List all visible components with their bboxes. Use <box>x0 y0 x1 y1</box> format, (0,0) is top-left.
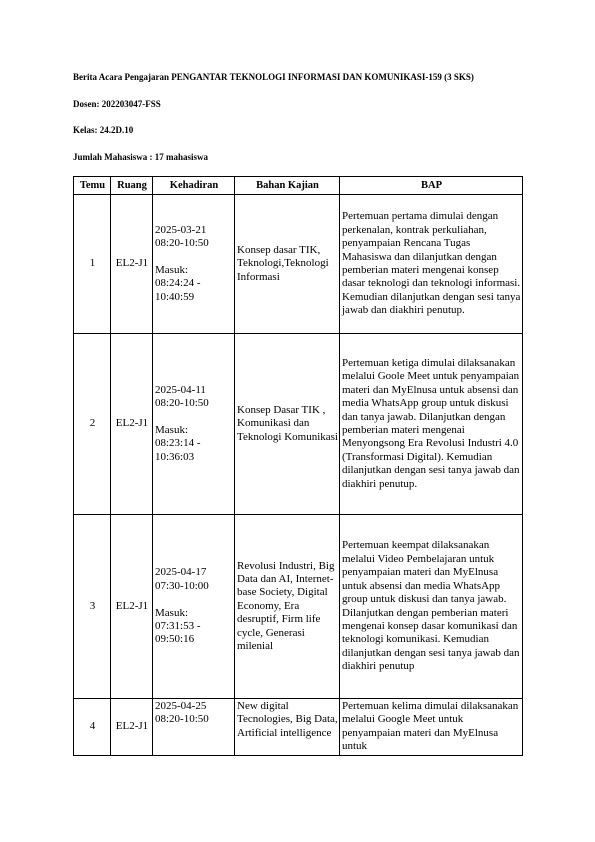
bap-table <box>73 176 523 756</box>
cell-bap: Pertemuan keempat dilaksanakan melalui Video Pembelajaran untuk penyampaian materi dan MyElnusa untuk absensi dan media WhatsApp group untuk diskusi dan tanya jawab. Dilanjutkan dengan pemberian materi mengenai konsep dasar komunikasi dan teknologi komunikasi. Kemudian dilanjutkan dengan sesi tanya jawab dan diakhiri penutup <box>340 515 523 699</box>
table-row <box>74 699 523 756</box>
cell-ruang: EL2-J1 <box>111 515 153 699</box>
jumlah-mahasiswa-line: Jumlah Mahasiswa : 17 mahasiswa <box>73 152 209 162</box>
table-row <box>74 515 523 699</box>
table-row <box>74 195 523 334</box>
table-row <box>74 334 523 515</box>
cell-temu: 4 <box>74 699 111 756</box>
cell-ruang: EL2-J1 <box>111 334 153 515</box>
cell-temu: 2 <box>74 334 111 515</box>
header-bap: BAP <box>340 177 523 195</box>
dosen-line: Dosen: 202203047-FSS <box>73 99 161 109</box>
cell-ruang: EL2-J1 <box>111 699 153 756</box>
table-header-row <box>74 177 523 195</box>
cell-temu: 1 <box>74 195 111 334</box>
header-kehadiran: Kehadiran <box>153 177 235 195</box>
header-bahan-kajian: Bahan Kajian <box>235 177 340 195</box>
cell-bahan-kajian: Revolusi Industri, Big Data dan AI, Internet-base Society, Digital Economy, Era desruptif, Firm life cycle, Generasi milenial <box>235 515 340 699</box>
cell-bahan-kajian: Konsep dasar TIK, Teknologi,Teknologi Informasi <box>235 195 340 334</box>
cell-bahan-kajian: New digital Tecnologies, Big Data, Artificial intelligence <box>235 699 340 756</box>
cell-bap: Pertemuan kelima dimulai dilaksanakan melalui Google Meet untuk penyampaian materi dan MyElnusa untuk <box>340 699 523 756</box>
cell-bahan-kajian: Konsep Dasar TIK , Komunikasi dan Teknologi Komunikasi <box>235 334 340 515</box>
cell-bap: Pertemuan ketiga dimulai dilaksanakan melalui Goole Meet untuk penyampaian materi dan MyElnusa untuk absensi dan media WhatsApp group untuk diskusi dan tanya jawab. Dilanjutkan dengan pemberian materi mengenai Menyongsong Era Revolusi Industri 4.0 (Transformasi Digital). Kemudian dilanjutkan dengan sesi tanya jawab dan diakhiri penutup. <box>340 334 523 515</box>
cell-kehadiran: 2025-04-25 08:20-10:50 <box>153 699 235 756</box>
cell-ruang: EL2-J1 <box>111 195 153 334</box>
cell-temu: 3 <box>74 515 111 699</box>
header-temu: Temu <box>74 177 111 195</box>
kelas-line: Kelas: 24.2D.10 <box>73 125 134 135</box>
cell-bap: Pertemuan pertama dimulai dengan perkenalan, kontrak perkuliahan, penyampaian Rencana Tugas Mahasiswa dan dilanjutkan dengan pemberian materi mengenai konsep dasar teknologi dan teknologi informasi. Kemudian dilanjutkan dengan sesi tanya jawab dan diakhiri penutup. <box>340 195 523 334</box>
cell-kehadiran: 2025-04-17 07:30-10:00 Masuk: 07:31:53 - 09:50:16 <box>153 515 235 699</box>
cell-kehadiran: 2025-04-11 08:20-10:50 Masuk: 08:23:14 - 10:36:03 <box>153 334 235 515</box>
header-ruang: Ruang <box>111 177 153 195</box>
document-title: Berita Acara Pengajaran PENGANTAR TEKNOLOGI INFORMASI DAN KOMUNIKASI-159 (3 SKS) <box>73 72 474 82</box>
cell-kehadiran: 2025-03-21 08:20-10:50 Masuk: 08:24:24 - 10:40:59 <box>153 195 235 334</box>
